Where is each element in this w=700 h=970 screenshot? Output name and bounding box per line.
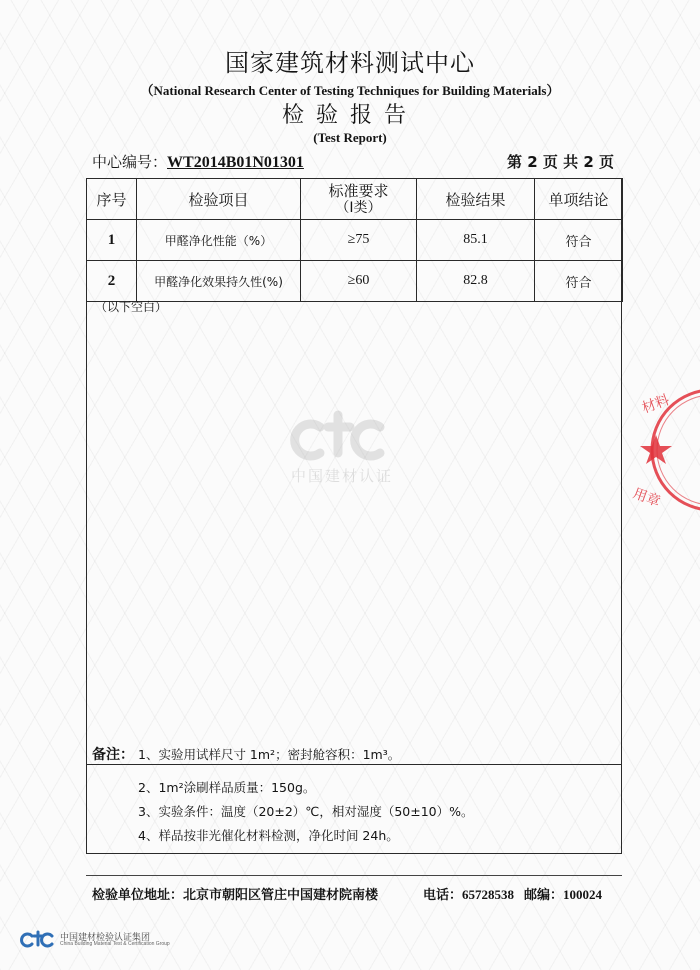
row-no: 2 <box>87 261 137 302</box>
phone-value: 65728538 <box>462 887 515 902</box>
contact-info <box>423 884 602 903</box>
blank-note: （以下空白） <box>95 300 168 314</box>
center-number <box>92 151 304 172</box>
ctc-logo-icon <box>20 928 56 950</box>
table-header-row <box>87 179 623 220</box>
row-conclusion: 符合 <box>535 261 623 302</box>
note-item: 3、实验条件：温度（20±2）℃，相对湿度（50±10）%。 <box>138 804 474 819</box>
row-result: 85.1 <box>417 220 535 261</box>
header-standard-line2: （Ⅰ类） <box>335 200 382 216</box>
header-item: 检验项目 <box>137 179 301 220</box>
address-label: 检验单位地址： <box>92 888 184 903</box>
results-table <box>86 178 623 302</box>
notes-label: 备注： <box>92 747 134 763</box>
row-no: 1 <box>87 220 137 261</box>
row-standard: ≥75 <box>301 220 417 261</box>
header-no: 序号 <box>87 179 137 220</box>
row-result: 82.8 <box>417 261 535 302</box>
header-standard <box>301 179 417 220</box>
svg-text:用章: 用章 <box>630 485 663 511</box>
note-item: 2、1m²涂刷样品质量：150g。 <box>138 780 316 795</box>
note-item: 1、实验用试样尺寸 1m²；密封舱容积：1m³。 <box>138 747 401 762</box>
report-title: 检验报告 <box>281 103 418 128</box>
report-title-en: (Test Report) <box>313 130 387 145</box>
ctc-watermark-logo-icon <box>262 405 422 465</box>
logo-text-en: China Building Material Test & Certification Group <box>60 941 170 947</box>
logo-text-cn: 中国建材检验认证集团 <box>60 933 151 943</box>
header-conclusion: 单项结论 <box>535 179 623 220</box>
ctc-logo <box>20 928 180 952</box>
page-subtitle-en: （National Research Center of Testing Techniques for Building Materials） <box>140 83 560 98</box>
note-item: 4、样品按非光催化材料检测，净化时间 24h。 <box>138 828 399 843</box>
phone-label: 电话： <box>423 888 463 903</box>
official-seal <box>622 385 700 515</box>
zip-value: 100024 <box>563 887 603 902</box>
header-standard-line1: 标准要求 <box>328 182 389 200</box>
page-title: 国家建筑材料测试中心 <box>225 49 475 77</box>
center-number-value: WT2014B01N01301 <box>167 154 304 171</box>
footer-divider <box>86 875 622 876</box>
table-row <box>87 220 623 261</box>
page-info: 第 2 页 共 2 页 <box>507 153 614 171</box>
row-item: 甲醛净化性能（%） <box>137 220 301 261</box>
row-item: 甲醛净化效果持久性(%) <box>137 261 301 302</box>
ctc-watermark <box>262 405 422 495</box>
center-number-label: 中心编号： <box>92 153 168 171</box>
watermark-text: 中国建材认证 <box>290 467 393 485</box>
address-value: 北京市朝阳区管庄中国建材院南楼 <box>183 888 379 903</box>
seal-stamp-icon <box>622 385 700 515</box>
lab-address <box>92 884 396 903</box>
table-row <box>87 261 623 302</box>
header-result: 检验结果 <box>417 179 535 220</box>
svg-text:材料: 材料 <box>639 392 672 417</box>
zip-label: 邮编： <box>524 888 564 903</box>
row-conclusion: 符合 <box>535 220 623 261</box>
row-standard: ≥60 <box>301 261 417 302</box>
